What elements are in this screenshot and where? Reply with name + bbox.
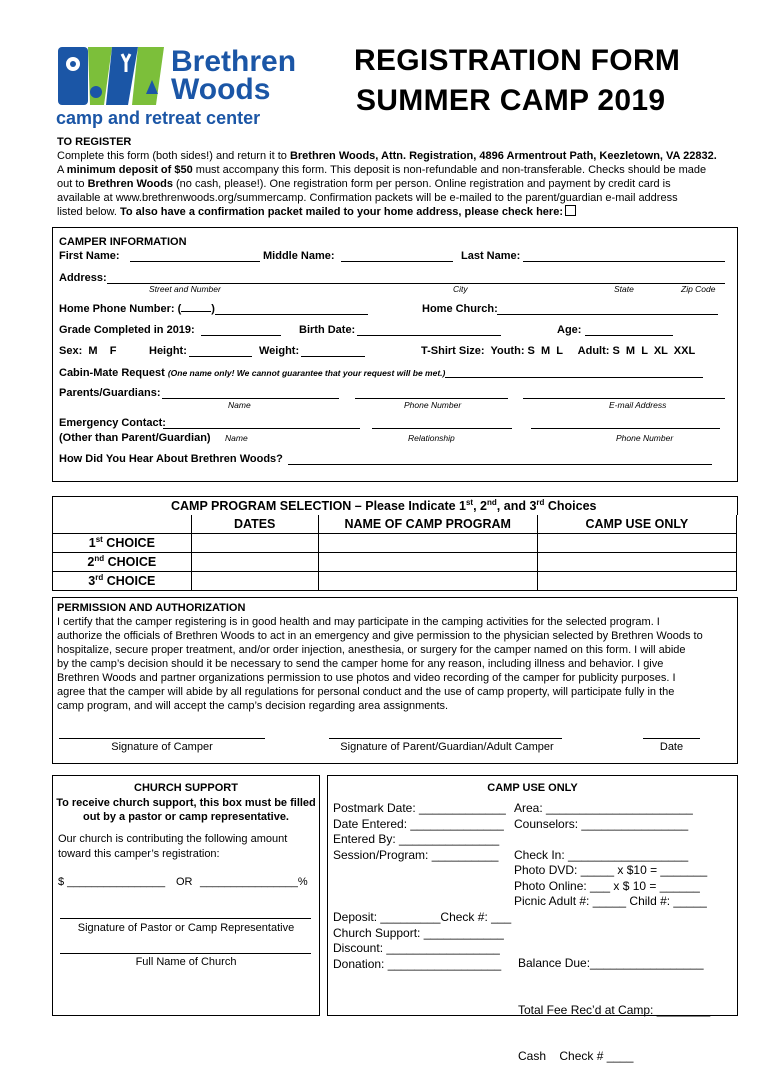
program-table: [52, 515, 737, 591]
first-name-label: First Name:: [59, 250, 120, 262]
camp-use-header: CAMP USE ONLY: [537, 515, 736, 534]
payee: Brethren Woods: [87, 178, 173, 190]
program-heading-text: , and 3: [496, 499, 537, 514]
permission-line: camp program, and will accept the camp’s decision regarding area assignments.: [57, 700, 449, 712]
pastor-signature-caption: Signature of Pastor or Camp Representative: [77, 922, 295, 934]
camp-use-heading: CAMP USE ONLY: [487, 782, 578, 794]
camp-use-left: [333, 801, 506, 863]
parent-signature-field[interactable]: [329, 738, 562, 739]
program-header-row: [53, 515, 737, 534]
program-heading-sup: rd: [536, 498, 545, 507]
choice-row: [53, 572, 737, 591]
logo: [56, 44, 306, 134]
home-phone-field[interactable]: [215, 314, 368, 315]
balance-due-field: Balance Due:_________________: [518, 956, 704, 970]
church-text-1: Our church is contributing the following amount: [58, 833, 288, 845]
permission-line: I certify that the camper registering is in good health and may participate in the camping activities for the selected program. I: [57, 616, 660, 628]
choice-num: 1: [88, 536, 96, 551]
program-name-header: NAME OF CAMP PROGRAM: [318, 515, 537, 534]
age-label: Age:: [557, 324, 582, 336]
church-percent-field[interactable]: ________________%: [200, 876, 308, 888]
date-entered-field: Date Entered: ______________: [333, 816, 504, 831]
last-name-field[interactable]: [523, 261, 725, 262]
choice-text: CHOICE: [103, 574, 156, 589]
camper-signature-caption: Signature of Camper: [111, 741, 213, 753]
total-fee-field: Total Fee Rec’d at Camp: ________: [518, 1002, 711, 1017]
choice-sup: rd: [95, 573, 104, 583]
state-caption: State: [614, 284, 634, 294]
choice-label: [53, 572, 192, 591]
choice-text: CHOICE: [104, 555, 157, 570]
register-text: out to: [57, 178, 88, 190]
register-text: Complete this form (both sides!) and return it to: [57, 150, 290, 162]
emergency-relationship-field[interactable]: [372, 428, 512, 429]
last-name-label: Last Name:: [461, 250, 521, 262]
area-field: Area: ______________________: [514, 801, 693, 815]
choice-program-cell[interactable]: [318, 553, 537, 572]
emergency-phone-caption: Phone Number: [616, 433, 674, 443]
grade-label: Grade Completed in 2019:: [59, 324, 195, 336]
camp-use-bottom-right: [518, 925, 710, 1080]
logo-name-line1: Brethren: [171, 45, 297, 78]
church-name-caption: Full Name of Church: [135, 956, 237, 968]
sex-selector[interactable]: Sex: M F: [59, 345, 117, 357]
parent-name-field[interactable]: [162, 398, 339, 399]
photo-dvd-field: Photo DVD: _____ x $10 = _______: [514, 863, 708, 877]
permission-line: authorize the officials of Brethren Woods to act in an emergency and give permission to the physician selected by Brethren Woods to: [57, 630, 703, 642]
form-title-line2: SUMMER CAMP 2019: [356, 84, 666, 117]
first-name-field[interactable]: [130, 261, 260, 262]
church-amount-field[interactable]: $ ________________: [58, 876, 166, 888]
home-phone-label: [59, 302, 215, 316]
cabin-mate-label: [59, 366, 445, 380]
session-program-field: Session/Program: __________: [333, 847, 499, 862]
birth-date-label: Birth Date:: [299, 324, 356, 336]
spacer: [514, 832, 707, 848]
choice-dates-cell[interactable]: [191, 572, 318, 591]
choice-program-cell[interactable]: [318, 534, 537, 553]
program-heading: [171, 498, 597, 513]
middle-name-label: Middle Name:: [263, 250, 335, 262]
weight-field[interactable]: [301, 356, 365, 357]
choice-row: [53, 534, 737, 553]
birth-date-field[interactable]: [357, 335, 501, 336]
parent-signature-caption: Signature of Parent/Guardian/Adult Camper: [340, 741, 554, 753]
program-heading-sup: st: [465, 498, 474, 507]
permission-line: agree that the camper will abide by all regulations for personal conduct and the use of camp property, will participate fully in the: [57, 686, 675, 698]
emergency-label: Emergency Contact:: [59, 417, 166, 429]
program-heading-text: Choices: [544, 499, 597, 514]
permission-line: by the camp’s decision should it be necessary to send the camper home for any reason, including illness and behavior. I give: [57, 658, 664, 670]
choice-camp-use-cell: [537, 553, 736, 572]
form-title-line1: REGISTRATION FORM: [354, 44, 681, 77]
choice-sup: st: [95, 535, 103, 545]
age-field[interactable]: [585, 335, 673, 336]
register-text: listed below.: [57, 206, 120, 218]
logo-tagline: camp and retreat center: [56, 108, 261, 128]
mail-request-checkbox[interactable]: [565, 205, 576, 216]
how-hear-label: How Did You Hear About Brethren Woods?: [59, 453, 283, 465]
church-text-2: toward this camper’s registration:: [58, 848, 220, 860]
camper-heading: CAMPER INFORMATION: [59, 236, 187, 248]
city-caption: City: [453, 284, 468, 294]
postmark-field: Postmark Date: _____________: [333, 801, 506, 815]
choice-num: 3: [88, 574, 96, 589]
pastor-signature-field[interactable]: [60, 918, 311, 919]
church-note-1: To receive church support, this box must be filled: [56, 797, 316, 809]
choice-label: [53, 534, 192, 553]
entered-by-field: Entered By: _______________: [333, 832, 500, 846]
photo-online-field: Photo Online: ___ x $ 10 = ______: [514, 878, 700, 893]
address-label: Address:: [59, 272, 107, 284]
date-caption: Date: [659, 741, 684, 753]
register-text: available at www.brethrenwoods.org/summercamp. Confirmation packets will be e-mailed to the parent/guardian e-mail address: [57, 192, 678, 204]
program-heading-sup: nd: [487, 498, 497, 507]
cabin-mate-label-text: Cabin-Mate Request: [59, 367, 165, 379]
register-text: must accompany this form. This deposit is non-refundable and non-transferable. Checks should be made: [192, 164, 707, 176]
home-phone-label-text: Home Phone Number: (: [59, 303, 182, 315]
church-name-field[interactable]: [60, 953, 311, 954]
emergency-phone-field[interactable]: [531, 428, 720, 429]
camp-use-bottom-left: [333, 910, 511, 972]
parent-name-caption: Name: [228, 400, 251, 410]
weight-label: Weight:: [259, 345, 300, 357]
deposit-field: Deposit: _________Check #: ___: [333, 910, 512, 924]
height-field[interactable]: [189, 356, 252, 357]
parent-email-caption: E-mail Address: [609, 400, 667, 410]
choice-text: CHOICE: [102, 536, 155, 551]
dates-header: DATES: [191, 515, 318, 534]
program-corner-cell: [53, 515, 192, 534]
emergency-note: (Other than Parent/Guardian): [59, 432, 211, 444]
height-label: Height:: [149, 345, 187, 357]
cabin-mate-field[interactable]: [445, 377, 703, 378]
home-church-label: Home Church:: [422, 303, 498, 315]
discount-field: Discount: _________________: [333, 941, 500, 955]
choice-program-cell[interactable]: [318, 572, 537, 591]
choice-dates-cell[interactable]: [191, 553, 318, 572]
permission-line: hospitalize, secure proper treatment, and/or order injection, anesthesia, or surgery for the camper named on this form. I will abide: [57, 644, 686, 656]
parent-email-field[interactable]: [523, 398, 725, 399]
mail-request-label: To also have a confirmation packet mailed to your home address, please check here:: [119, 206, 563, 218]
church-note-2: out by a pastor or camp representative.: [82, 811, 289, 823]
street-caption: Street and Number: [149, 284, 221, 294]
register-heading: TO REGISTER: [57, 136, 132, 148]
camp-use-right: [514, 801, 707, 910]
permission-heading: PERMISSION AND AUTHORIZATION: [57, 602, 246, 614]
camper-signature-field[interactable]: [59, 738, 265, 739]
parent-phone-field[interactable]: [355, 398, 508, 399]
church-or: OR: [176, 876, 193, 888]
register-address: Brethren Woods, Attn. Registration, 4896 Armentrout Path, Keezletown, VA 22832.: [289, 150, 717, 162]
register-text: A: [57, 164, 67, 176]
parent-phone-caption: Phone Number: [404, 400, 462, 410]
choice-dates-cell[interactable]: [191, 534, 318, 553]
how-hear-field[interactable]: [288, 464, 712, 465]
cash-check-field: Cash Check # ____: [518, 1049, 634, 1063]
choice-sup: nd: [94, 554, 105, 564]
cabin-mate-note: (One name only! We cannot guarantee that your request will be met.): [167, 368, 446, 378]
permission-line: Brethren Woods and partner organizations permission to use photos and video recording of the camper for publicity purposes. I: [57, 672, 676, 684]
counselors-field: Counselors: ________________: [514, 816, 689, 831]
parents-label: Parents/Guardians:: [59, 387, 161, 399]
logo-mark-icon: [56, 44, 168, 109]
emergency-name-field[interactable]: [163, 428, 360, 429]
deposit-note: minimum deposit of $50: [66, 164, 193, 176]
zip-caption: Zip Code: [681, 284, 716, 294]
choice-label: [53, 553, 192, 572]
program-heading-text: , 2: [473, 499, 488, 514]
home-phone-paren: ): [211, 303, 215, 315]
grade-field[interactable]: [201, 335, 281, 336]
emergency-relationship-caption: Relationship: [408, 433, 455, 443]
choice-row: [53, 553, 737, 572]
register-section: [57, 135, 747, 219]
program-heading-text: CAMP PROGRAM SELECTION – Please Indicate 1: [171, 499, 466, 514]
home-church-field[interactable]: [497, 314, 718, 315]
choice-num: 2: [87, 555, 95, 570]
date-field[interactable]: [643, 738, 700, 739]
emergency-name-caption: Name: [225, 433, 248, 443]
church-heading: CHURCH SUPPORT: [134, 782, 238, 794]
check-in-field: Check In: __________________: [514, 847, 689, 862]
register-text: (no cash, please!). One registration form per person. Online registration and payment by credit card is: [172, 178, 671, 190]
choice-camp-use-cell: [537, 534, 736, 553]
picnic-field: Picnic Adult #: _____ Child #: _____: [514, 894, 707, 908]
choice-camp-use-cell: [537, 572, 736, 591]
logo-name-line2: Woods: [171, 73, 271, 106]
middle-name-field[interactable]: [341, 261, 453, 262]
tshirt-size-selector[interactable]: T-Shirt Size: Youth: S M L Adult: S M L XL XXL: [421, 345, 696, 357]
donation-field: Donation: _________________: [333, 956, 502, 971]
permission-section: [57, 601, 735, 713]
church-support-field: Church Support: ____________: [333, 925, 504, 940]
